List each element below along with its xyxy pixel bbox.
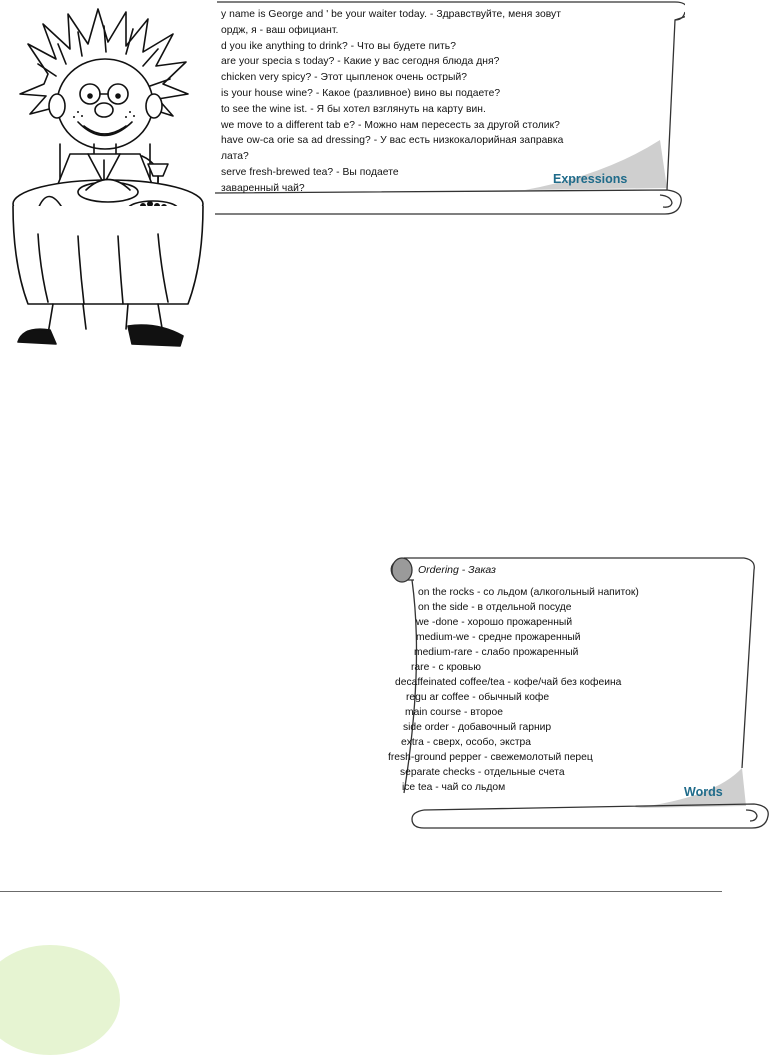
word-line: rare - с кровью	[411, 662, 481, 673]
word-line: decaffeinated coffee/tea - кофе/чай без кофеина	[395, 677, 622, 688]
expression-line: serve fresh-brewed tea? - Вы подаете	[221, 166, 399, 178]
expression-line: is your house wine? - Какое (разливное) вино вы подаете?	[221, 87, 501, 99]
words-label: Words	[684, 785, 723, 799]
word-line: side order - добавочный гарнир	[403, 722, 552, 733]
word-line: on the side - в отдельной посуде	[418, 602, 572, 613]
expression-line: лата?	[221, 151, 249, 163]
expressions-list	[221, 7, 661, 197]
expression-line: chicken very spicy? - Этот цыпленок очень острый?	[221, 72, 468, 84]
word-line: regu ar coffee - обычный кофе	[406, 692, 550, 703]
word-line: fresh-ground pepper - свежемолотый перец	[388, 752, 593, 763]
word-line: on the rocks - со льдом (алкогольный напиток)	[418, 587, 639, 598]
expression-line: are your specia s today? - Какие у вас сегодня блюда дня?	[221, 56, 500, 68]
expression-line: заваренный чай?	[221, 182, 305, 194]
word-line: extra - сверх, особо, экстра	[401, 737, 532, 748]
word-line: separate checks - отдельные счета	[400, 767, 565, 778]
words-scroll	[384, 548, 771, 838]
word-line: we -done - хорошо прожаренный	[416, 617, 573, 628]
expressions-label: Expressions	[553, 172, 628, 186]
word-line: medium-we - средне прожаренный	[416, 632, 581, 643]
expression-line: ордж, я - ваш официант.	[221, 24, 339, 36]
expression-line: y name is George and ' be your waiter today. - Здравствуйте, меня зовут	[221, 9, 561, 20]
word-line: main course - второе	[405, 707, 503, 718]
expression-line: d you ike anything to drink? - Что вы будете пить?	[221, 40, 456, 52]
word-line: medium-rare - слабо прожаренный	[414, 647, 579, 658]
word-line: ice tea - чай со льдом	[402, 782, 506, 793]
waiter-illustration	[8, 4, 218, 354]
expression-line: have ow-ca orie sa ad dressing? - У вас есть низкокалорийная заправка	[221, 135, 564, 147]
expression-line: to see the wine ist. - Я бы хотел взглянуть на карту вин.	[221, 103, 486, 115]
divider	[0, 891, 722, 892]
expressions-scroll	[205, 0, 685, 218]
words-title: Ordering - Заказ	[418, 564, 496, 576]
expression-line: we move to a different tab e? - Можно нам пересесть за другой столик?	[221, 119, 560, 131]
decorative-blob	[0, 945, 120, 1055]
